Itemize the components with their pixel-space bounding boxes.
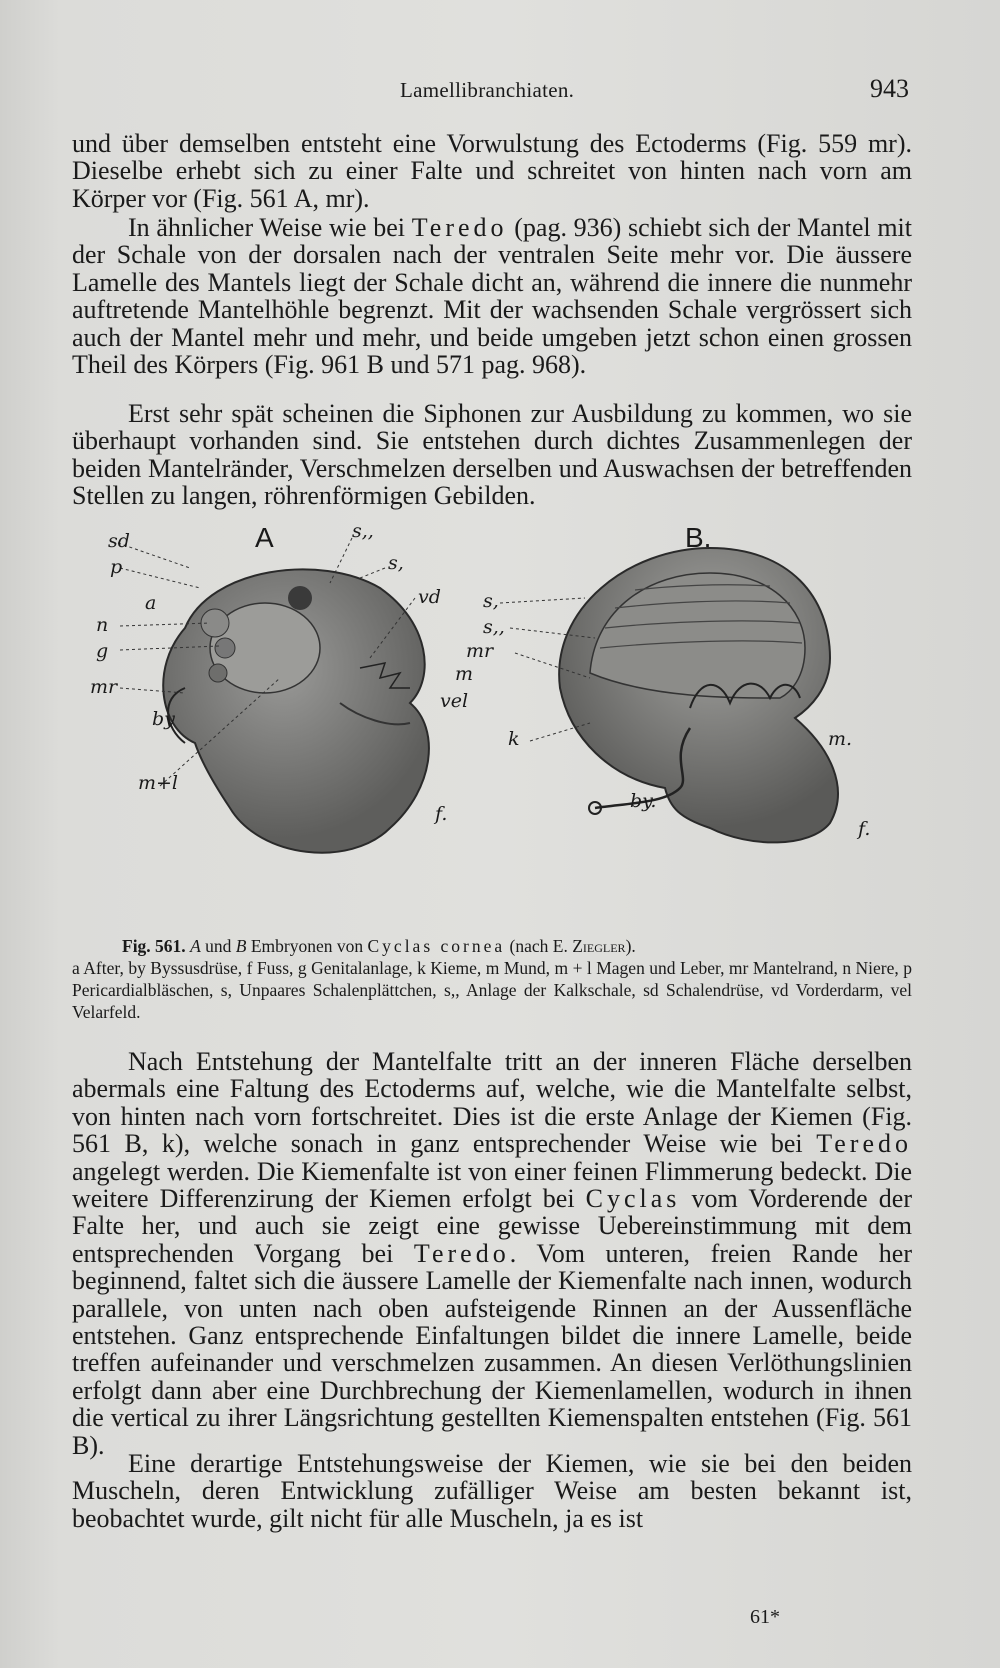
embryo-illustration bbox=[90, 528, 910, 928]
label-m-plus-l: m+l bbox=[138, 772, 179, 794]
label-sd: sd bbox=[108, 530, 130, 552]
signature-mark: 61* bbox=[750, 1606, 780, 1628]
caption-close: ). bbox=[625, 936, 636, 956]
genus-teredo-2: Teredo bbox=[816, 1129, 912, 1159]
label-a: a bbox=[145, 592, 157, 614]
label-b-s-single: s, bbox=[483, 590, 499, 612]
paragraph-2-text-a: In ähnlicher Weise wie bei bbox=[128, 213, 412, 242]
paragraph-4-text-c: vom Vorderende der Falte her, und auch sie zeigt eine gewisse Uebereinstimmung mit dem entsprechenden Vorgang bei bbox=[72, 1184, 912, 1268]
label-by: by bbox=[152, 708, 175, 730]
paragraph-3: Erst sehr spät scheinen die Siphonen zur Ausbildung zu kommen, wo sie überhaupt vorhanden sind. Sie entstehen durch dichtes Zusammenlegen der beiden Mantelränder, Verschmelzen derselben und Auswachsen der betreffenden Stellen zu langen, röhrenförmigen Gebilden. bbox=[72, 399, 912, 511]
page-number: 943 bbox=[870, 74, 909, 103]
label-b-m: m. bbox=[828, 728, 853, 750]
caption-embryonen: Embryonen von bbox=[246, 936, 368, 956]
paragraph-4-text-d: . Vom unteren, freien Rande her beginnend, faltet sich die äussere Lamelle der Kiemenfalte nach innen, wodurch parallele, von unten nach oben aufsteigende Rinnen an der Aussenfläche entstehen. Ganz entsprechende Einfaltungen bildet die innere Lamelle, beide treffen aufeinander und verschmelzen zusammen. An diesen Verlöthungslinien erfolgt dann aber eine Durchbrechung der Kiemenlamellen, wodurch in ihnen die vertical zu ihrer Längsrichtung gestellten Kiemenspalten entstehen (Fig. 561 B). bbox=[72, 1238, 912, 1460]
label-vel: vel bbox=[440, 690, 469, 712]
genus-teredo: Teredo bbox=[411, 213, 508, 242]
label-b-f: f. bbox=[858, 818, 871, 840]
caption-author: Ziegler bbox=[572, 936, 626, 956]
embryo-b bbox=[559, 548, 838, 842]
figure-number: Fig. 561. bbox=[122, 936, 186, 956]
paragraph-2-text-b: (pag. 936) schiebt sich der Mantel mit der Schale von der dorsalen nach der ventralen Seite mehr vor. Die äussere Lamelle des Mantels liegt der Schale dicht an, während die innere die nunmehr auftretende Mantelhöhle begrenzt. Mit der wachsenden Schale vergrössert sich auch der Mantel mehr und mehr, und beide umgeben jetzt schon einen grossen Theil des Körpers (Fig. 961 B und 571 pag. 968). bbox=[72, 213, 912, 380]
running-title: Lamellibranchiaten. bbox=[400, 78, 575, 102]
genus-teredo-3: Teredo bbox=[413, 1238, 510, 1268]
caption-and: und bbox=[200, 936, 236, 956]
caption-legend: a After, by Byssusdrüse, f Fuss, g Genitalanlage, k Kieme, m Mund, m + l Magen und Leber, mr Mantelrand, n Niere, p Pericardialbläschen, s, Unpaares Schalenplättchen, s,, Anlage der Kalkschale, sd Schalendrüse, vd Vorderdarm, vel Velarfeld. bbox=[72, 958, 912, 1022]
paragraph-5: Eine derartige Entstehungsweise der Kiemen, wie sie bei den beiden Muscheln, deren Entwicklung zufälliger Weise am besten bekannt ist, beobachtet wurde, gilt nicht für alle Muscheln, ja es ist bbox=[72, 1449, 912, 1533]
label-n: n bbox=[96, 614, 109, 636]
panel-label-b: B. bbox=[685, 522, 712, 553]
figure-caption bbox=[72, 935, 912, 1023]
label-b-k: k bbox=[508, 728, 520, 750]
label-g: g bbox=[96, 640, 109, 662]
caption-letter-a: A bbox=[190, 936, 201, 956]
label-b-mr: mr bbox=[466, 640, 494, 662]
label-m: m bbox=[455, 663, 474, 685]
label-f-a: f. bbox=[435, 803, 448, 825]
paragraph-4 bbox=[72, 1048, 912, 1459]
embryo-a bbox=[163, 569, 429, 852]
paragraph-4-text-b: angelegt werden. Die Kiemenfalte ist von einer feinen Flimmerung bedeckt. Die weitere Differenzirung der Kiemen erfolgt bei bbox=[72, 1156, 912, 1214]
running-head bbox=[0, 74, 1000, 114]
label-s-single: s, bbox=[388, 552, 404, 574]
label-vd: vd bbox=[418, 586, 441, 608]
label-p: p bbox=[110, 556, 123, 578]
label-mr: mr bbox=[90, 676, 118, 698]
paragraph-4-text-a: Nach Entstehung der Mantelfalte tritt an der inneren Fläche derselben abermals eine Faltung des Ectoderms auf, welche, wie die Mantelfalte selbst, von hinten nach vorn fortschreitet. Dies ist die erste Anlage der Kiemen (Fig. 561 B, k), welche sonach in ganz entsprechender Weise wie bei bbox=[72, 1047, 912, 1159]
paragraph-2 bbox=[72, 214, 912, 378]
label-s-double: s,, bbox=[352, 520, 374, 542]
figure-561 bbox=[90, 520, 910, 928]
label-b-s-double: s,, bbox=[483, 616, 505, 638]
caption-species: Cyclas cornea bbox=[367, 936, 506, 956]
caption-letter-b: B bbox=[235, 936, 247, 956]
panel-label-a: A bbox=[255, 522, 274, 553]
genus-cyclas: Cyclas bbox=[585, 1184, 681, 1214]
paragraph-1: und über demselben entsteht eine Vorwulstung des Ectoderms (Fig. 559 mr). Dieselbe erhebt sich zu einer Falte und schreitet von hinten nach vorn am Körper vor (Fig. 561 A, mr). bbox=[72, 129, 912, 213]
label-b-by: by. bbox=[630, 790, 657, 812]
caption-nach: (nach E. bbox=[505, 936, 573, 956]
